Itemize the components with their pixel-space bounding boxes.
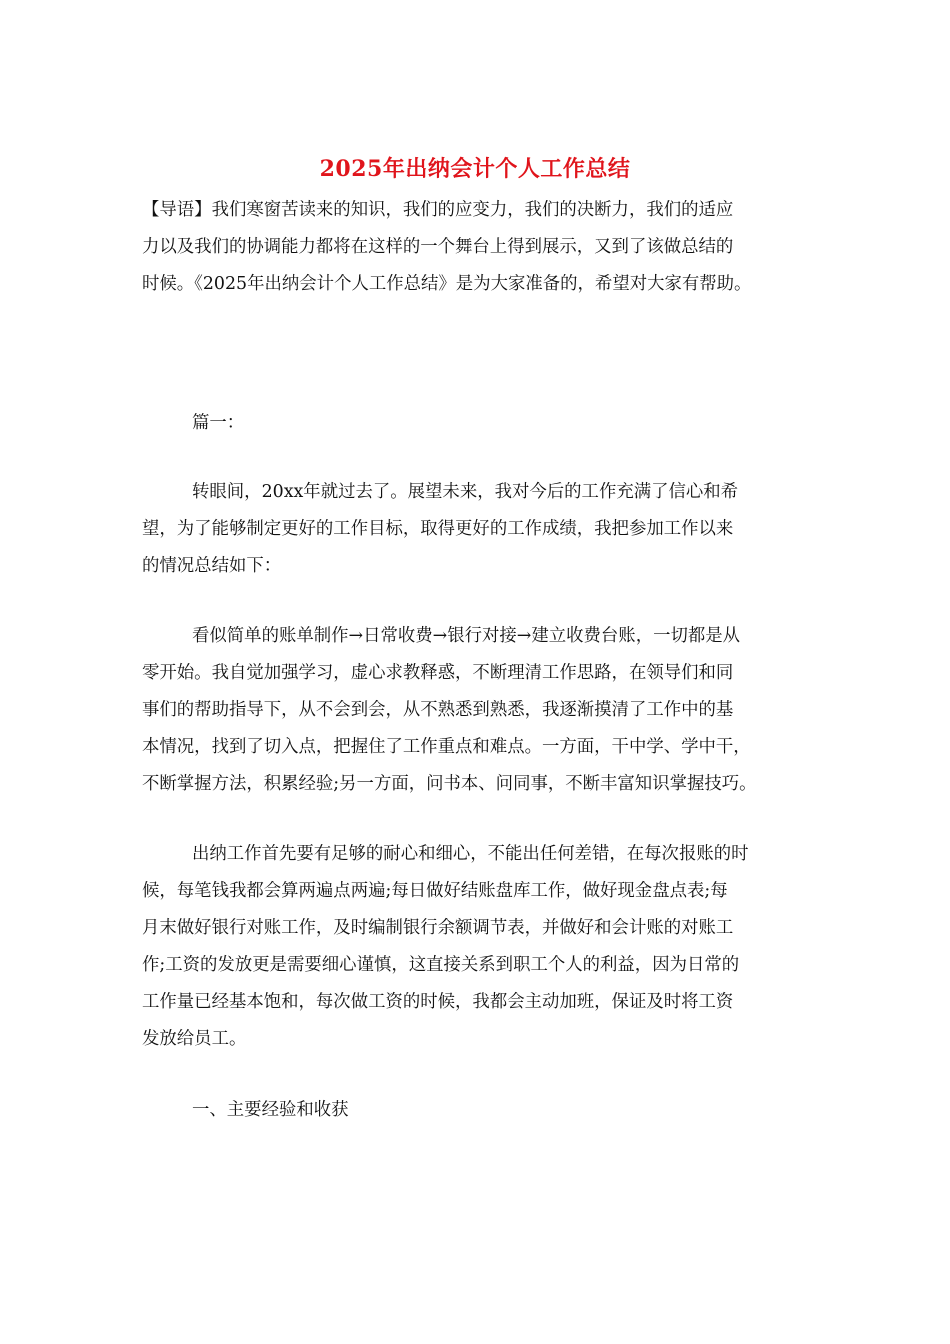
- paragraph-line: 工作量已经基本饱和，每次做工资的时候，我都会主动加班，保证及时将工资: [142, 992, 734, 1012]
- paragraph-line: 事们的帮助指导下，从不会到会，从不熟悉到熟悉，我逐渐摸清了工作中的基: [142, 700, 734, 720]
- intro-line: 时候。《2025年出纳会计个人工作总结》是为大家准备的，希望对大家有帮助。: [142, 274, 752, 294]
- section-heading: 一、主要经验和收获: [192, 1100, 349, 1120]
- document-title: 2025年出纳会计个人工作总结: [319, 156, 631, 182]
- paragraph-line: 月末做好银行对账工作，及时编制银行余额调节表，并做好和会计账的对账工: [142, 918, 734, 938]
- paragraph-line: 的情况总结如下：: [142, 556, 282, 576]
- intro-line: 【导语】我们寒窗苦读来的知识，我们的应变力，我们的决断力，我们的适应: [142, 200, 734, 220]
- intro-line: 力以及我们的协调能力都将在这样的一个舞台上得到展示，又到了该做总结的: [142, 237, 734, 257]
- paragraph-line: 发放给员工。: [142, 1029, 247, 1049]
- paragraph-line: 本情况，找到了切入点，把握住了工作重点和难点。一方面，干中学、学中干，: [142, 737, 751, 757]
- paragraph-line: 出纳工作首先要有足够的耐心和细心，不能出任何差错，在每次报账的时: [192, 844, 749, 864]
- paragraph-line: 候，每笔钱我都会算两遍点两遍;每日做好结账盘库工作，做好现金盘点表;每: [142, 881, 728, 901]
- paragraph-line: 看似简单的账单制作→日常收费→银行对接→建立收费台账，一切都是从: [192, 626, 741, 646]
- paragraph-line: 作;工资的发放更是需要细心谨慎，这直接关系到职工个人的利益，因为日常的: [142, 955, 740, 975]
- paragraph-line: 望，为了能够制定更好的工作目标，取得更好的工作成绩，我把参加工作以来: [142, 519, 734, 539]
- paragraph-line: 不断掌握方法，积累经验;另一方面，问书本、问同事，不断丰富知识掌握技巧。: [142, 774, 757, 794]
- section-label: 篇一：: [192, 413, 245, 433]
- paragraph-line: 转眼间，20xx年就过去了。展望未来，我对今后的工作充满了信心和希: [192, 482, 739, 502]
- paragraph-line: 零开始。我自觉加强学习，虚心求教释惑，不断理清工作思路，在领导们和同: [142, 663, 734, 683]
